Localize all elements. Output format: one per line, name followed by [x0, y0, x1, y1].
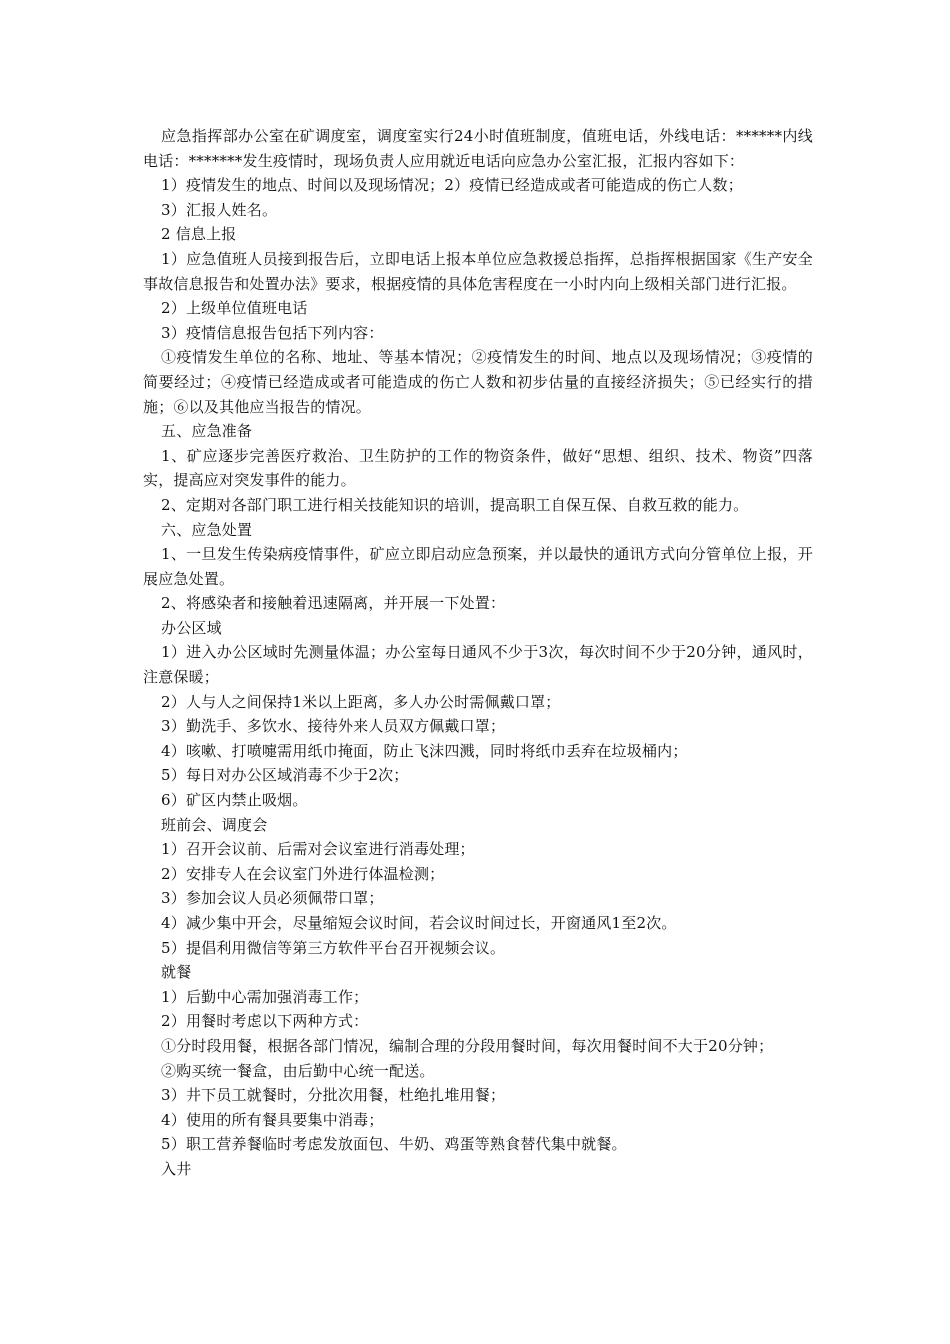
- paragraph-office-3: 3）勤洗手、多饮水、接待外来人员双方佩戴口罩；: [161, 717, 506, 736]
- paragraph-dining-4: 4）使用的所有餐具要集中消毒；: [161, 1110, 384, 1129]
- paragraph-office-4: 4）咳嗽、打喷嚏需用纸巾掩面，防止飞沫四溅，同时将纸巾丢弃在垃圾桶内；: [161, 741, 688, 760]
- paragraph-info-report-contents: ①疫情发生单位的名称、地址、等基本情况；②疫情发生的时间、地点以及现场情况；③疫情的简要经过；④疫情已经造成或者可能造成的伤亡人数和初步估量的直接经济损失；⑤已经实行的措施；⑥以及其他应当报告的情况。: [143, 348, 813, 416]
- paragraph-dining-3: 3）井下员工就餐时，分批次用餐，杜绝扎堆用餐；: [161, 1086, 506, 1105]
- subheading-office-area: 办公区域: [161, 618, 222, 637]
- paragraph-meetings-3: 3）参加会议人员必须佩带口罩；: [161, 889, 384, 908]
- section-heading-response: 六、应急处置: [161, 520, 253, 539]
- paragraph-dining-option-1: ①分时段用餐，根据各部门情况，编制合理的分段用餐时间，每次用餐时间不大于20分钟；: [161, 1036, 774, 1055]
- paragraph-duty-room: 应急指挥部办公室在矿调度室，调度室实行24小时值班制度，值班电话，外线电话：******内线电话：*******发生疫情时，现场负责人应用就近电话向应急办公室汇报，汇报内容如下：: [143, 127, 813, 170]
- paragraph-info-report-1: 1）应急值班人员接到报告后，立即电话上报本单位应急救援总指挥，总指挥根据国家《生产安全事故信息报告和处置办法》要求，根据疫情的具体危害程度在一小时内向上级相关部门进行汇报。: [143, 249, 813, 293]
- paragraph-office-1: 1）进入办公区域时先测量体温；办公室每日通风不少于3次，每次时间不少于20分钟，通风时，注意保暖；: [143, 643, 813, 687]
- paragraph-dining-1: 1）后勤中心需加强消毒工作；: [161, 987, 369, 1006]
- section-heading-preparation: 五、应急准备: [161, 422, 253, 441]
- paragraph-meetings-1: 1）召开会议前、后需对会议室进行消毒处理；: [161, 840, 475, 859]
- paragraph-info-report-3: 3）疫情信息报告包括下列内容：: [161, 323, 384, 342]
- paragraph-dining-2: 2）用餐时考虑以下两种方式：: [161, 1012, 369, 1031]
- paragraph-meetings-2: 2）安排专人在会议室门外进行体温检测；: [161, 864, 445, 883]
- paragraph-report-item-3: 3）汇报人姓名。: [161, 200, 278, 219]
- document-body: [143, 124, 813, 1182]
- paragraph-report-items-1-2: 1）疫情发生的地点、时间以及现场情况；2）疫情已经造成或者可能造成的伤亡人数；: [161, 176, 743, 195]
- paragraph-response-1: 1、一旦发生传染病疫情事件，矿应立即启动应急预案，并以最快的通讯方式向分管单位上报，开展应急处置。: [143, 545, 813, 588]
- paragraph-office-6: 6）矿区内禁止吸烟。: [161, 791, 308, 810]
- subheading-going-underground: 入井: [161, 1159, 192, 1178]
- subheading-dining: 就餐: [161, 963, 192, 982]
- paragraph-preparation-2: 2、定期对各部门职工进行相关技能知识的培训，提高职工自保互保、自救互救的能力。: [161, 495, 749, 514]
- paragraph-info-report-2: 2）上级单位值班电话: [161, 299, 308, 318]
- paragraph-dining-5: 5）职工营养餐临时考虑发放面包、牛奶、鸡蛋等熟食替代集中就餐。: [161, 1135, 627, 1154]
- paragraph-response-2: 2、将感染者和接触着迅速隔离，并开展一下处置：: [161, 594, 506, 613]
- paragraph-office-5: 5）每日对办公区域消毒不少于2次；: [161, 766, 409, 785]
- paragraph-dining-option-2: ②购买统一餐盒，由后勤中心统一配送。: [161, 1061, 435, 1080]
- paragraph-meetings-4: 4）减少集中开会，尽量缩短会议时间，若会议时间过长，开窗通风1至2次。: [161, 914, 677, 932]
- subheading-meetings: 班前会、调度会: [161, 815, 268, 834]
- paragraph-meetings-5: 5）提倡利用微信等第三方软件平台召开视频会议。: [161, 938, 506, 957]
- section-heading-info-report: 2 信息上报: [161, 225, 237, 244]
- paragraph-preparation-1: 1、矿应逐步完善医疗救治、卫生防护的工作的物资条件，做好“思想、组织、技术、物资”四落实，提高应对突发事件的能力。: [143, 446, 813, 490]
- paragraph-office-2: 2）人与人之间保持1米以上距离，多人办公时需佩戴口罩；: [161, 692, 561, 711]
